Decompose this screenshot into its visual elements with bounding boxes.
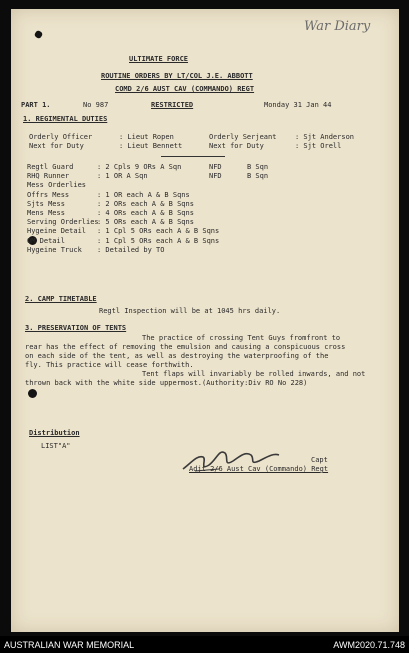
roster-row-label: Sjts Mess — [27, 199, 65, 208]
header-line-3: COMD 2/6 AUST CAV (COMMANDO) REGT — [115, 85, 255, 93]
roster-row-label: Mens Mess — [27, 209, 65, 217]
roster-row-value: : 4 ORs each A & B Sqns — [97, 209, 194, 217]
roster-row-next-sqn: B Sqn — [247, 163, 269, 171]
roster-row-label: Hygeine Truck — [27, 245, 82, 254]
signature-appointment: Adjt 2/6 Aust Cav (Commando) Regt — [189, 465, 329, 473]
roster-row-label: Serving Orderlies — [27, 218, 99, 227]
section-3-line-1: The practice of crossing Tent Guys fromfront to — [142, 334, 341, 342]
distribution-label: Distribution — [29, 429, 80, 437]
next-for-duty-serjeant-value: : Sjt Orell — [295, 142, 342, 150]
roster-row-label: Regtl Guard — [27, 163, 74, 171]
orderly-serjeant-value: : Sjt Anderson — [295, 133, 355, 141]
order-number: No 987 — [83, 101, 109, 109]
section-3-line-5: Tent flaps will invariably be rolled inwards, and not — [142, 370, 366, 378]
restricted-label: RESTRICTED — [151, 101, 194, 109]
roster-row-next-sqn: B Sqn — [247, 172, 269, 181]
footer-accession-number: AWM2020.71.748 — [333, 640, 405, 650]
punch-hole-lower — [28, 389, 37, 398]
next-for-duty-officer-value: : Lieut Bennett — [119, 142, 183, 150]
corner-handwritten-note: War Diary — [304, 19, 371, 34]
distribution-value: LIST"A" — [41, 442, 71, 450]
document-page — [11, 9, 399, 632]
next-for-duty-serjeant-label: Next for Duty — [209, 142, 264, 150]
orderly-officer-label: Orderly Officer — [29, 133, 93, 141]
roster-row-label: Mess Orderlies — [27, 181, 87, 190]
roster-row-value: : Detailed by TO — [97, 245, 165, 254]
section-3-line-2: rear has the effect of removing the emulsion and causing a conspicuous cross — [25, 343, 346, 351]
roster-row-value: : 1 Cpl 5 ORs each A & B Sqns — [97, 227, 220, 236]
roster-row-value: : 1 OR A Sqn — [97, 172, 148, 181]
section-2-text: Regtl Inspection will be at 1045 hrs daily. — [99, 307, 281, 315]
section-3-line-6: thrown back with the white side uppermost.(Authority:Div RO No 228) — [25, 379, 308, 387]
section-3-line-3: on each side of the tent, as well as destroying the waterproofing of the — [25, 352, 329, 360]
roster-row-label: Offrs Mess — [27, 190, 70, 199]
footer-institution: AUSTRALIAN WAR MEMORIAL — [4, 640, 135, 650]
roster-row-value: : 2 Cpls 9 ORs A Sqn — [97, 163, 182, 171]
roster-row-value: : 1 Cpl 5 ORs each A & B Sqns — [97, 236, 220, 245]
roster-row-value: : 5 ORs each A & B Sqns — [97, 218, 194, 227]
roster-row-label: QM Detail — [27, 236, 65, 245]
divider-rule — [161, 156, 225, 157]
roster-row-value: : 2 ORs each A & B Sqns — [97, 199, 194, 208]
header-line-2: ROUTINE ORDERS BY LT/COL J.E. ABBOTT — [101, 72, 253, 80]
roster-row-label: RHQ Runner — [27, 172, 70, 181]
roster-row-next: NFD — [209, 172, 222, 181]
roster-row-label: Hygeine Detail — [27, 227, 87, 236]
part-label: PART 1. — [21, 101, 51, 109]
order-date: Monday 31 Jan 44 — [264, 101, 332, 109]
orderly-officer-value: : Lieut Ropen — [119, 133, 174, 141]
next-for-duty-officer-label: Next for Duty — [29, 142, 84, 150]
section-1-title: 1. REGIMENTAL DUTIES — [23, 115, 108, 123]
section-3-title: 3. PRESERVATION OF TENTS — [25, 324, 127, 332]
signature-rank: Capt — [311, 456, 328, 464]
header-line-1: ULTIMATE FORCE — [129, 55, 189, 63]
footer-bar — [0, 636, 409, 653]
section-3-line-4: fly. This practice will cease forthwith. — [25, 361, 194, 369]
roster-row-value: : 1 OR each A & B Sqns — [97, 190, 190, 199]
orderly-serjeant-label: Orderly Serjeant — [209, 133, 277, 141]
section-2-title: 2. CAMP TIMETABLE — [25, 295, 97, 303]
punch-hole-top — [34, 30, 44, 40]
roster-row-next: NFD — [209, 163, 222, 171]
